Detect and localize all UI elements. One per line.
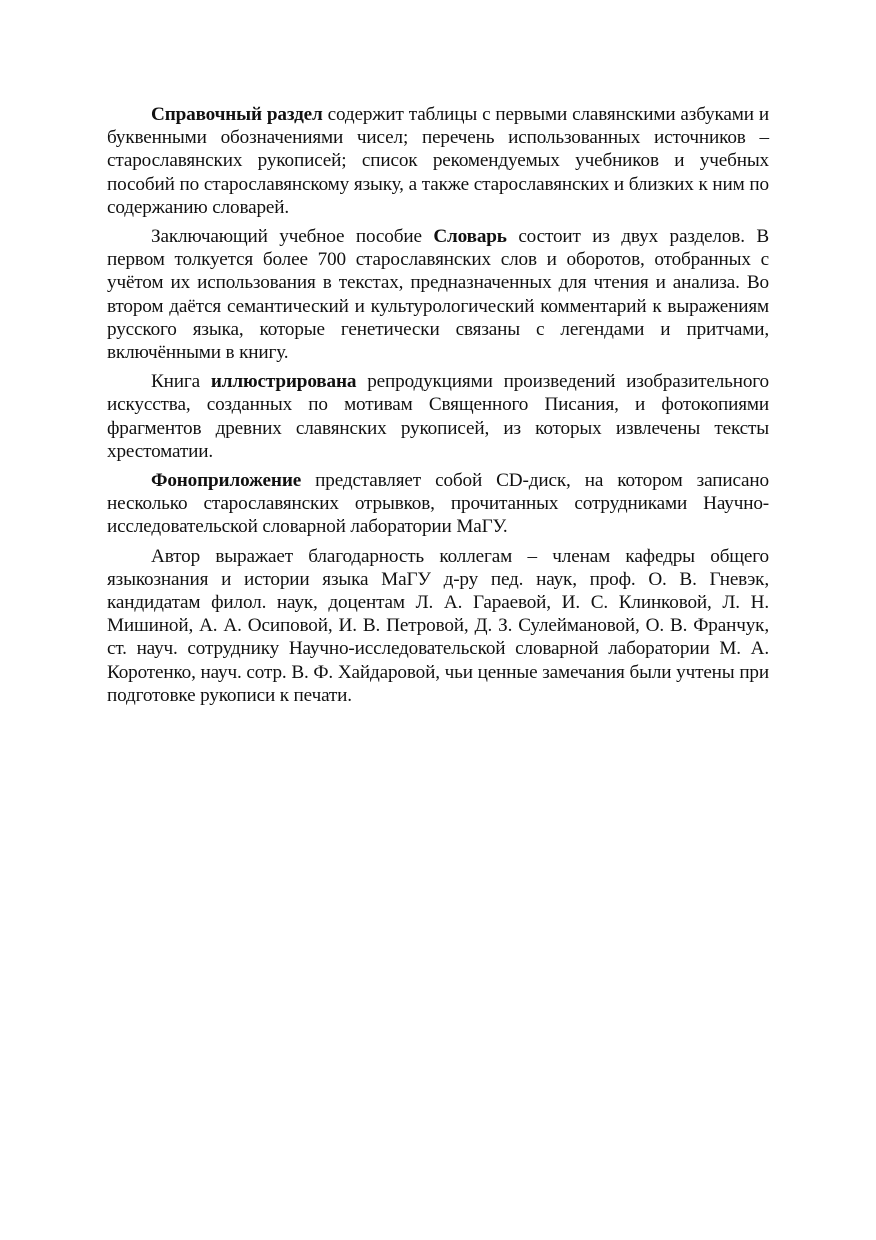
- paragraph-reference-section: [107, 103, 769, 219]
- paragraph-illustrations: [107, 370, 769, 463]
- paragraph-text: Заключающий учебное пособие: [151, 226, 434, 248]
- bold-term-reference-section: Справочный раздел: [151, 104, 323, 125]
- paragraph-acknowledgements: [107, 545, 769, 707]
- paragraph-text: Автор выражает благодарность коллегам – членам кафедры общего языкознания и истории языка МаГУ д-ру пед. наук, проф. О. В. Гневэк, кандидатам филол. наук, доцентам Л. А. Гараевой, И. С. Клинковой, Л. Н. Мишиной, А. А. Осиповой, И. В. Петровой, Д. З. Сулеймановой, О. В. Франчук, ст. науч. сотруднику Научно-исследовательской словарной лаборатории М. А. Коротенко, науч. сотр. В. Ф. Хайдаровой, чьи ценные замечания были учтены при подготовке рукописи к печати.: [107, 545, 769, 706]
- paragraph-text: репродукциями произведений изобразительного искусства, созданных по мотивам Священного Писания, и фотокопиями фрагментов древних славянских рукописей, из которых извлечены тексты хрестоматии.: [107, 371, 769, 462]
- paragraph-text: содержит таблицы с первыми славянскими азбуками и буквенными обозначениями чисел; перечень использованных источников – старославянских рукописей; список рекомендуемых учебников и учебных пособий по старославянскому языку, а также старославянских и близких к ним по содержанию словарей.: [107, 104, 770, 218]
- paragraph-audio-supplement: [107, 469, 769, 539]
- bold-term-illustrated: иллюстрирована: [210, 371, 357, 393]
- bold-term-dictionary: Словарь: [433, 226, 507, 248]
- paragraph-text: состоит из двух разделов. В первом толкуется более 700 старославянских слов и оборотов, отобранных с учётом их использования в текстах, предназначенных для чтения и анализа. Во втором даётся семантический и культурологический комментарий к выражениям русского языка, которые генетически связаны с легендами и притчами, включёнными в книгу.: [107, 226, 770, 364]
- paragraph-text: Книга: [151, 371, 211, 393]
- bold-term-audio-supplement: Фоноприложение: [151, 470, 302, 492]
- paragraph-dictionary: [107, 225, 769, 364]
- document-page: [107, 103, 769, 713]
- paragraph-text: представляет собой CD-диск, на котором записано несколько старославянских отрывков, прочитанных сотрудниками Научно-исследовательской словарной лаборатории МаГУ.: [107, 470, 769, 538]
